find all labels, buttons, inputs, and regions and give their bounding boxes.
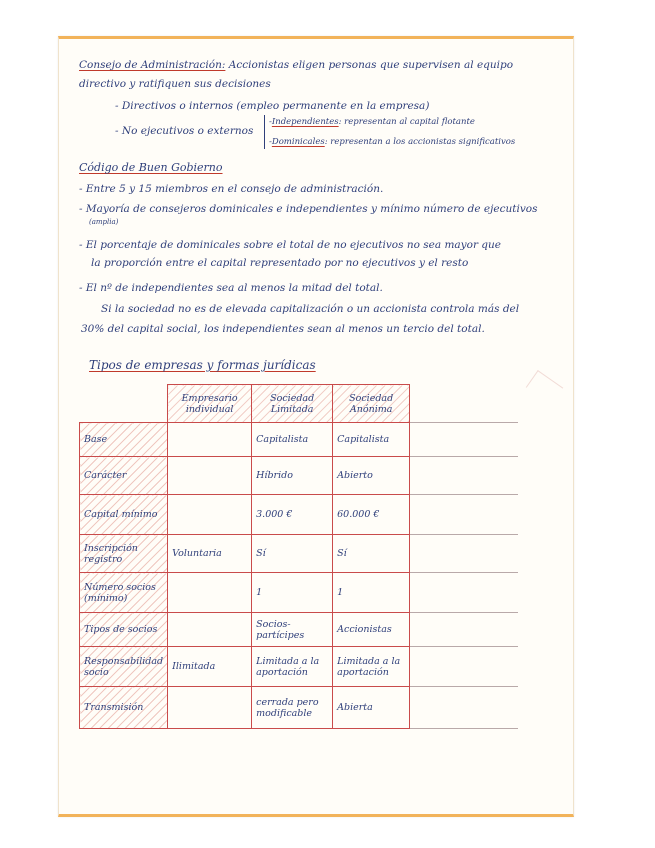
col-sociedad-limitada: Sociedad Limitada <box>252 385 333 423</box>
header-empty <box>80 385 168 423</box>
porcentaje-post: capital representado por no ejecutivos y el resto <box>210 257 469 269</box>
row-label: Número socios (mínimo) <box>80 573 168 613</box>
col-empresario: Empresario individual <box>168 385 252 423</box>
table-row <box>80 573 519 613</box>
table-row <box>80 457 519 495</box>
heading-consejo: Consejo de Administración: <box>79 59 226 71</box>
bullet-porcentaje-cont <box>91 257 468 270</box>
consejo-line-2: directivo y ratifiquen sus decisiones <box>79 78 271 90</box>
cell: Voluntaria <box>168 535 252 573</box>
independientes-desc: : representan al capital flotante <box>338 117 475 127</box>
row-label: Tipos de socios <box>80 613 168 647</box>
table-row <box>80 423 519 457</box>
cell: Capitalista <box>252 423 333 457</box>
row-label: Responsabilidad socio <box>80 647 168 687</box>
row-label: Inscripción registro <box>80 535 168 573</box>
consejo-line-1: Accionistas eligen personas que supervisen al equipo <box>228 59 514 71</box>
row-label: Carácter <box>80 457 168 495</box>
spill-cell <box>410 495 519 535</box>
cell: Limitada a la aportación <box>333 647 410 687</box>
cell: Socios-partícipes <box>252 613 333 647</box>
condicion-line-2: 30% del capital social, los independientes sean al menos un tercio del total. <box>81 323 485 335</box>
cell: 60.000 € <box>333 495 410 535</box>
heading-codigo: Código de Buen Gobierno <box>79 161 223 174</box>
row-label: Capital mínimo <box>80 495 168 535</box>
cell: Sí <box>333 535 410 573</box>
dominicales-desc: : representan a los accionistas significativos <box>324 137 516 147</box>
business-types-table <box>79 384 518 729</box>
bullet-entre-5-15: - Entre 5 y 15 miembros en el consejo de administración. <box>79 183 384 195</box>
table-row <box>80 495 519 535</box>
row-label: Base <box>80 423 168 457</box>
table-header-row <box>80 385 519 423</box>
spill-cell <box>410 457 519 495</box>
section-consejo <box>79 59 513 72</box>
mayoria-label: - Mayoría <box>79 203 130 215</box>
spill-cell <box>410 647 519 687</box>
cell: Ilimitada <box>168 647 252 687</box>
table-row <box>80 613 519 647</box>
cell <box>168 613 252 647</box>
notebook-page <box>58 36 574 817</box>
table-row <box>80 535 519 573</box>
cell: Sí <box>252 535 333 573</box>
bullet-no-ejecutivos: - No ejecutivos o externos <box>115 125 254 137</box>
cell <box>168 573 252 613</box>
bullet-porcentaje: - El porcentaje de dominicales sobre el total de no ejecutivos no sea mayor que <box>79 239 501 251</box>
porcentaje-pre: la proporción entre el <box>91 257 208 269</box>
cell: 1 <box>252 573 333 613</box>
row-label: Transmisión <box>80 687 168 729</box>
table-title: Tipos de empresas y formas jurídicas <box>89 358 316 372</box>
col-sociedad-anonima: Sociedad Anónima <box>333 385 410 423</box>
bullet-mayoria <box>79 203 537 216</box>
table-row <box>80 647 519 687</box>
spill-cell <box>410 613 519 647</box>
brace-line <box>264 115 267 149</box>
cell <box>168 495 252 535</box>
cell: Accionistas <box>333 613 410 647</box>
spill-cell <box>410 573 519 613</box>
cell: Abierto <box>333 457 410 495</box>
cell: Abierta <box>333 687 410 729</box>
dominicales-term: Dominicales <box>271 137 325 147</box>
bullet-independientes: - El nº de independientes sea al menos la mitad del total. <box>79 282 383 294</box>
table-row <box>80 687 519 729</box>
spill-cell <box>410 423 519 457</box>
bullet-directivos: - Directivos o internos (empleo permanente en la empresa) <box>115 100 430 112</box>
cell: Híbrido <box>252 457 333 495</box>
spill-cell <box>410 687 519 729</box>
spill-cell <box>410 385 519 423</box>
spill-cell <box>410 535 519 573</box>
condicion-line-1: Si la sociedad no es de elevada capitalización o un accionista controla más del <box>101 303 520 315</box>
mayoria-amplia: (amplia) <box>89 218 119 226</box>
mayoria-text: de consejeros dominicales e independientes y mínimo número de ejecutivos <box>133 203 538 215</box>
cell <box>168 687 252 729</box>
cell <box>168 457 252 495</box>
cell: 3.000 € <box>252 495 333 535</box>
cell: 1 <box>333 573 410 613</box>
dominicales-line: -Dominicales: representan a los accionistas significativos <box>269 137 516 147</box>
independientes-line: -Independientes: representan al capital flotante <box>269 117 475 127</box>
cell: cerrada pero modificable <box>252 687 333 729</box>
independientes-term: Independientes <box>271 117 339 127</box>
cell <box>168 423 252 457</box>
cell: Capitalista <box>333 423 410 457</box>
faint-pencil-mark <box>526 370 563 405</box>
cell: Limitada a la aportación <box>252 647 333 687</box>
